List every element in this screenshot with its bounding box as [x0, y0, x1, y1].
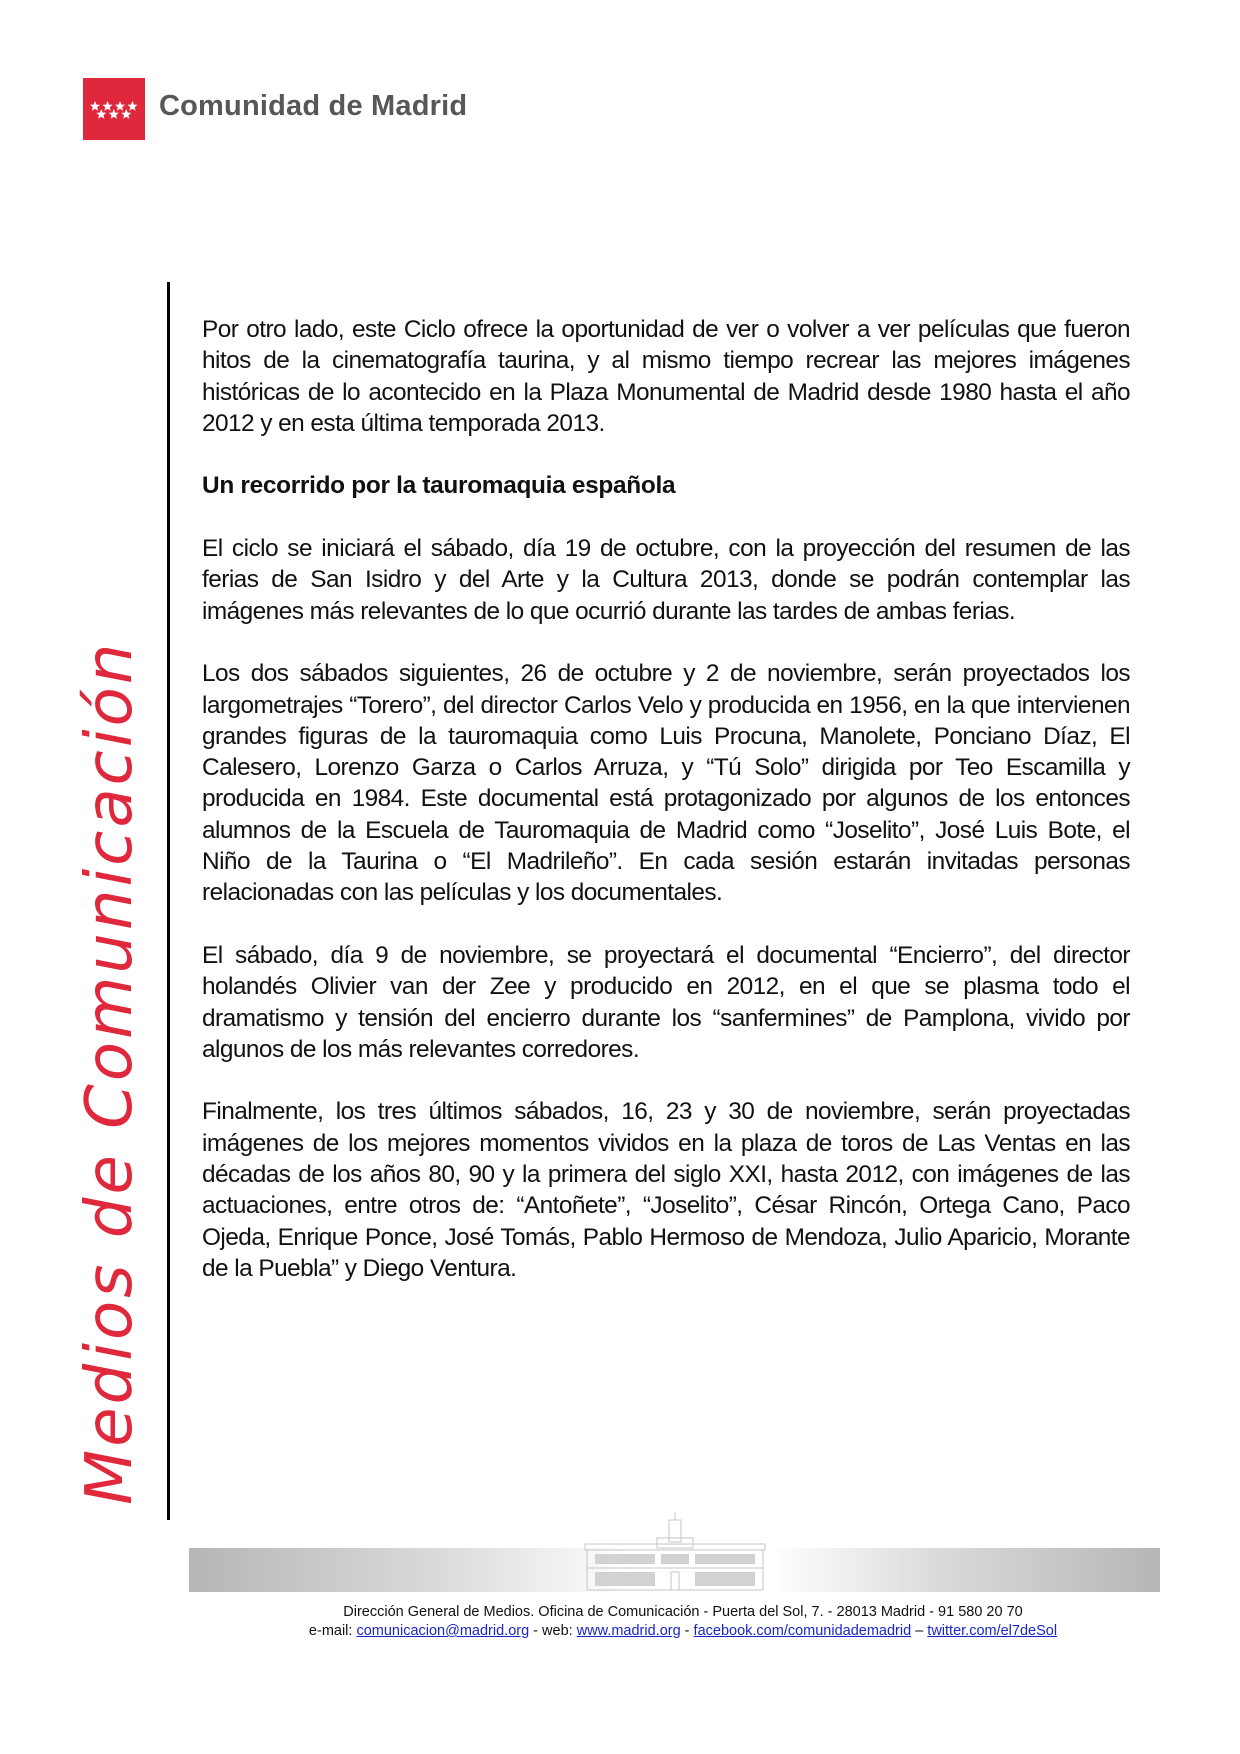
email-label: e-mail:: [308, 1623, 357, 1639]
paragraph: Finalmente, los tres últimos sábados, 16, 23 y 30 de noviembre, serán proyectadas imágenes de los mejores momentos vividos en la plaza de toros de Las Ventas en las décadas de los años 80, 90 y la primera del siglo XXI, hasta 2012, con imágenes de las actuaciones, entre otros de: “Antoñete”, “Joselito”, César Rincón, Ortega Cano, Paco Ojeda, Enrique Ponce, José Tomás, Pablo Hermoso de Mendoza, Julio Aparicio, Morante de la Puebla” y Diego Ventura.: [202, 1098, 1130, 1282]
star-icon: [115, 101, 125, 111]
footer-address: Dirección General de Medios. Oficina de Comunicación - Puerta del Sol, 7. - 28013 Madrid - 91 580 20 70: [343, 1604, 1023, 1620]
email-link[interactable]: comunicacion@madrid.org: [356, 1623, 530, 1639]
paragraph: El sábado, día 9 de noviembre, se proyectará el documental “Encierro”, del director holandés Olivier van der Zee y producido en 2012, en el que se plasma todo el dramatismo y tensión del encierro durante los “sanfermines” de Pamplona, vivido por algunos de los más relevantes corredores.: [202, 941, 1130, 1063]
side-label: Medios de Comunicación: [73, 640, 147, 1505]
separator: –: [911, 1623, 928, 1639]
star-icon: [90, 101, 100, 111]
madrid-logo: [83, 78, 145, 140]
building-icon: [583, 1512, 767, 1592]
footer-contacts: [0, 1623, 1240, 1639]
twitter-link[interactable]: twitter.com/el7deSol: [927, 1623, 1058, 1639]
separator: -: [680, 1623, 694, 1639]
paragraph: Los dos sábados siguientes, 26 de octubre y 2 de noviembre, serán proyectados los largometrajes “Torero”, del director Carlos Velo y producida en 1956, en la que intervienen grandes figuras de la tauromaquia como Luis Procuna, Manolete, Ponciano Díaz, El Calesero, Lorenzo Garza o Carlos Arruza, y “Tú Solo” dirigida por Teo Escamilla y producida en 1984. Este documental está protagonizado por algunos de los entonces alumnos de la Escuela de Tauromaquia de Madrid como “Joselito”, José Luis Bote, el Niño de la Taurina o “El Madrileño”. En cada sesión estarán invitadas personas relacionadas con las películas y los documentales.: [202, 660, 1130, 907]
vertical-divider: [167, 282, 170, 1520]
paragraph: Por otro lado, este Ciclo ofrece la oportunidad de ver o volver a ver películas que fueron hitos de la cinematografía taurina, y al mismo tiempo recrear las mejores imágenes históricas de lo acontecido en la Plaza Monumental de Madrid desde 1980 hasta el año 2012 y en esta última temporada 2013.: [202, 316, 1130, 437]
document-body: [202, 314, 1130, 1316]
web-link[interactable]: www.madrid.org: [576, 1623, 681, 1639]
web-label: - web:: [529, 1623, 577, 1639]
stars-icon: [83, 78, 145, 140]
star-icon: [128, 101, 138, 111]
facebook-link[interactable]: facebook.com/comunidademadrid: [693, 1623, 912, 1639]
section-heading: Un recorrido por la tauromaquia española: [202, 472, 676, 500]
org-name: Comunidad de Madrid: [159, 90, 468, 122]
star-icon: [103, 101, 113, 111]
paragraph: El ciclo se iniciará el sábado, día 19 de octubre, con la proyección del resumen de las ferias de San Isidro y del Arte y la Cultura 2013, donde se podrán contemplar las imágenes más relevantes de lo que ocurrió durante las tardes de ambas ferias.: [202, 535, 1130, 625]
